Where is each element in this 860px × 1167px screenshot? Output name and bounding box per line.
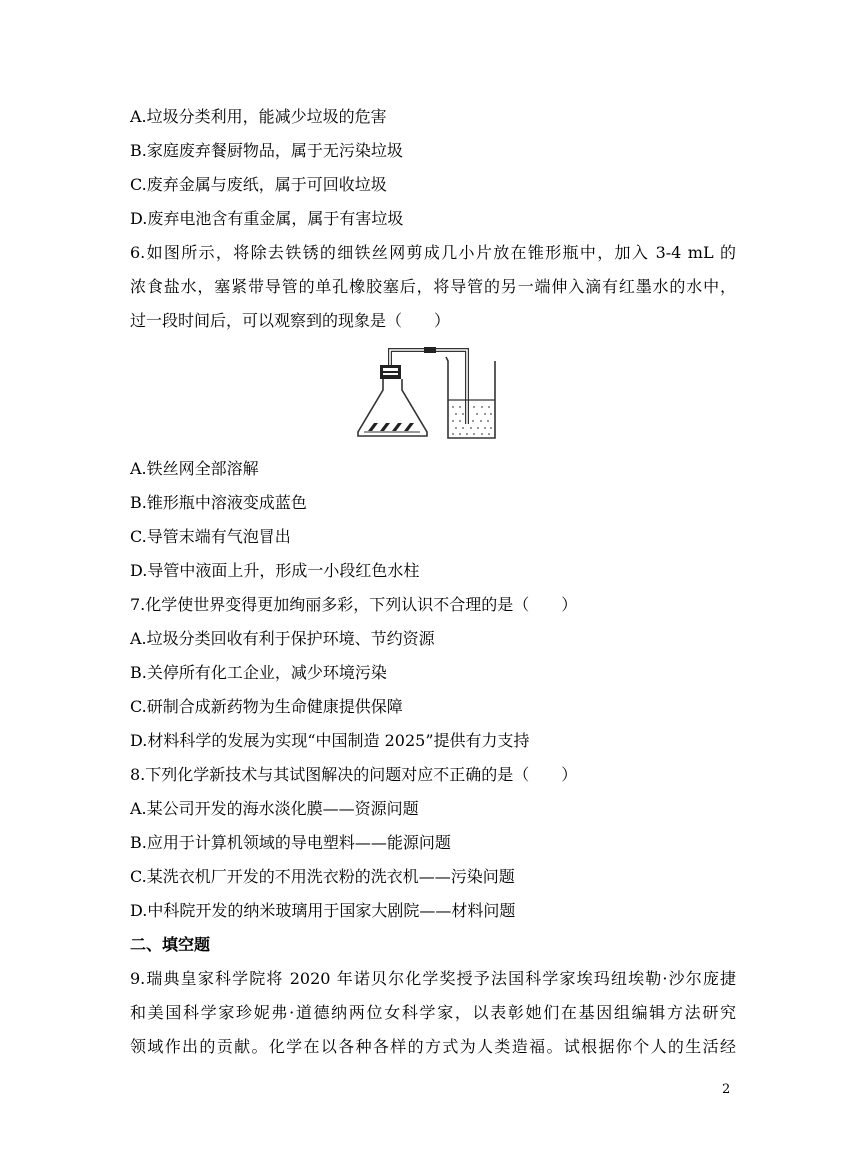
option-8a: A.某公司开发的海水淡化膜——资源问题 bbox=[130, 799, 419, 818]
option-7a: A.垃圾分类回收有利于保护环境、节约资源 bbox=[130, 629, 435, 648]
option-6b: B.锥形瓶中溶液变成蓝色 bbox=[130, 493, 307, 512]
question-6-line-2: 浓食盐水，塞紧带导管的单孔橡胶塞后，将导管的另一端伸入滴有红墨水的水中， bbox=[130, 277, 736, 296]
page-number: 2 bbox=[722, 1082, 731, 1097]
question-6-line-3: 过一段时间后，可以观察到的现象是（ ） bbox=[130, 311, 451, 330]
option-6c: C.导管末端有气泡冒出 bbox=[130, 527, 291, 546]
option-7d: D.材料科学的发展为实现“中国制造 2025”提供有力支持 bbox=[130, 731, 530, 750]
option-5c: C.废弃金属与废纸，属于可回收垃圾 bbox=[130, 175, 387, 194]
question-9-line-2: 和美国科学家珍妮弗·道德纳两位女科学家，以表彰她们在基因组编辑方法研究 bbox=[130, 1003, 736, 1022]
experiment-apparatus-figure bbox=[352, 337, 512, 442]
section-heading-fill-in: 二、填空题 bbox=[130, 935, 211, 954]
question-8: 8.下列化学新技术与其试图解决的问题对应不正确的是（ ） bbox=[130, 765, 578, 784]
question-9-line-1: 9.瑞典皇家科学院将 2020 年诺贝尔化学奖授予法国科学家埃玛纽埃勒·沙尔庞捷 bbox=[130, 969, 736, 988]
option-7b: B.关停所有化工企业，减少环境污染 bbox=[130, 663, 387, 682]
option-5a: A.垃圾分类利用，能减少垃圾的危害 bbox=[130, 107, 387, 126]
option-8b: B.应用于计算机领域的导电塑料——能源问题 bbox=[130, 833, 451, 852]
option-6a: A.铁丝网全部溶解 bbox=[130, 459, 259, 478]
question-7: 7.化学使世界变得更加绚丽多彩，下列认识不合理的是（ ） bbox=[130, 595, 578, 614]
option-7c: C.研制合成新药物为生命健康提供保障 bbox=[130, 697, 403, 716]
option-8d: D.中科院开发的纳米玻璃用于国家大剧院——材料问题 bbox=[130, 901, 516, 920]
option-5b: B.家庭废弃餐厨物品，属于无污染垃圾 bbox=[130, 141, 403, 160]
option-8c: C.某洗衣机厂开发的不用洗衣粉的洗衣机——污染问题 bbox=[130, 867, 515, 886]
option-5d: D.废弃电池含有重金属，属于有害垃圾 bbox=[130, 209, 404, 228]
question-9-line-3: 领域作出的贡献。化学在以各种各样的方式为人类造福。试根据你个人的生活经 bbox=[130, 1037, 736, 1056]
question-6-line-1: 6.如图所示，将除去铁锈的细铁丝网剪成几小片放在锥形瓶中，加入 3-4 mL 的 bbox=[130, 243, 736, 262]
option-6d: D.导管中液面上升，形成一小段红色水柱 bbox=[130, 561, 420, 580]
